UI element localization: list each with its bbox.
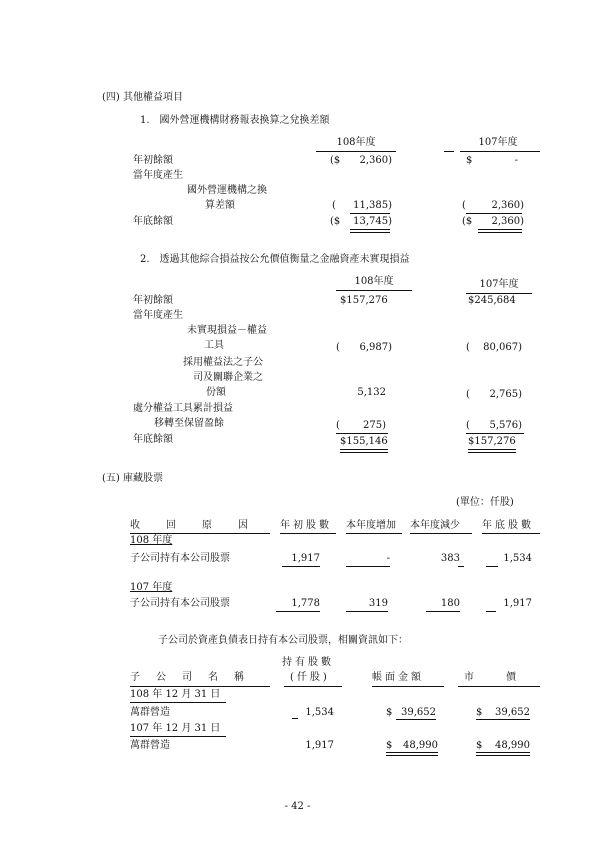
sub2-label-equity-b: 司及關聯企業之 xyxy=(193,372,263,383)
section4-heading: (四) 其他權益項目 xyxy=(102,92,183,103)
sub1-label-diff: 算差額 xyxy=(205,200,235,211)
sub2-end-107: $157,276 xyxy=(468,436,516,447)
holding-note: 子公司於資產負債表日持有本公司股票，相關資訊如下： xyxy=(158,635,408,646)
row107-label: 子公司持有本公司股票 xyxy=(130,598,230,609)
row107-beginning: 1,778 xyxy=(291,598,320,609)
sub2-col-107: 107年度 xyxy=(479,279,519,290)
t2-row107-market: 48,990 xyxy=(495,740,530,751)
sub1-beg-108: 2,360) xyxy=(359,155,392,166)
sub1-diff-108-rule xyxy=(350,213,390,214)
sub1-col-108-rule xyxy=(316,151,396,152)
sub2-label-unrealized: 未實現損益－權益 xyxy=(187,325,267,336)
sub2-tool-107-sym: ( xyxy=(466,342,470,353)
sub1-col-107: 107年度 xyxy=(478,137,518,148)
sub2-share-107: 2,765) xyxy=(489,389,522,400)
row108-ending: 1,534 xyxy=(503,553,532,564)
sub1-end-107-sym: ($ xyxy=(462,216,473,227)
sub1-end-108: 13,745) xyxy=(353,216,392,227)
sub2-tool-108-sym: ( xyxy=(336,342,340,353)
sub1-label-ending: 年底餘額 xyxy=(133,216,173,227)
t2-market-rule xyxy=(458,686,540,687)
sub1-diff-108: 11,385) xyxy=(353,200,392,211)
sub2-label-ending: 年底餘額 xyxy=(133,434,173,445)
t2-date-108: 108 年 12 月 31 日 xyxy=(130,689,221,700)
sub2-transfer-108-rule xyxy=(336,433,388,434)
sub2-share-107-sym: ( xyxy=(466,389,470,400)
sub1-beg-107-sym: $ xyxy=(466,155,473,166)
t2-date-107: 107 年 12 月 31 日 xyxy=(130,723,221,734)
row108-dec-rule xyxy=(458,566,464,567)
hdr-end-rule xyxy=(482,533,540,534)
year-108: 108 年度 xyxy=(130,535,173,546)
hdr-reason-rule xyxy=(130,533,270,534)
sub1-diff-107-sym: ( xyxy=(462,200,466,211)
hdr-beginning: 年初股數 xyxy=(280,520,332,531)
sub1-beg-107: - xyxy=(514,155,518,166)
t2-row107-book-rule xyxy=(386,752,438,756)
row108-inc-rule xyxy=(346,566,390,567)
row108-label: 子公司持有本公司股票 xyxy=(130,553,230,564)
hdr-ending: 年底股數 xyxy=(482,520,534,531)
sub2-end-108-rule xyxy=(340,449,388,453)
t2-row108-market: 39,652 xyxy=(495,707,530,718)
page-number: - 42 - xyxy=(284,801,311,812)
sub2-label-tool: 工具 xyxy=(204,340,224,351)
row108-decrease: 383 xyxy=(440,553,460,564)
sub1-diff-107-rule xyxy=(466,213,522,214)
sub1-end-108-rule xyxy=(350,229,390,233)
t2-row107-shares: 1,917 xyxy=(305,740,334,751)
t2-row108-book: 39,652 xyxy=(401,707,436,718)
sub1-title: 1. 國外營運機構財務報表換算之兌換差額 xyxy=(140,115,330,126)
row107-beg-rule xyxy=(276,611,320,612)
row108-beginning: 1,917 xyxy=(291,553,320,564)
sub2-label-share: 份額 xyxy=(206,387,226,398)
sub2-beg-108: $157,276 xyxy=(340,295,388,306)
hdr-dec-rule xyxy=(410,533,472,534)
sub2-col-107-rule xyxy=(466,293,532,294)
t2-row107-market-rule xyxy=(476,752,530,756)
sub2-transfer-107-rule xyxy=(466,433,524,434)
sub1-end-107: 2,360) xyxy=(491,216,524,227)
t2-row108-shares-dash xyxy=(292,718,298,719)
sub2-label-beginning: 年初餘額 xyxy=(133,295,173,306)
sub1-label-current: 當年度產生 xyxy=(133,170,183,181)
sub1-label-fx: 國外營運機構之換 xyxy=(187,185,267,196)
sub2-title: 2. 透過其他綜合損益按公允價值衡量之金融資產未實現損益 xyxy=(140,254,410,265)
t2-market: 市 價 xyxy=(464,672,520,683)
row108-end-rule xyxy=(486,566,498,567)
sub2-end-108: $155,146 xyxy=(340,436,388,447)
t2-company: 子 公 司 名 稱 xyxy=(130,672,247,683)
sub1-col-107-rule-b xyxy=(460,151,540,152)
sub2-beg-107: $245,684 xyxy=(468,295,516,306)
t2-head-top: 持有股數 xyxy=(282,657,334,668)
row107-ending: 1,917 xyxy=(503,598,532,609)
row108-increase: - xyxy=(386,553,390,564)
t2-row108-shares: 1,534 xyxy=(305,707,334,718)
sub2-label-transfer: 移轉至保留盈餘 xyxy=(154,418,224,429)
t2-row108-market-rule xyxy=(476,719,530,720)
t2-row107-book-sym: $ xyxy=(386,740,393,751)
hdr-inc-rule xyxy=(346,533,402,534)
sub2-transfer-108: 275) xyxy=(363,420,386,431)
sub2-share-108: 5,132 xyxy=(357,387,386,398)
sub1-diff-108-sym: ( xyxy=(332,200,336,211)
row107-decrease: 180 xyxy=(440,598,460,609)
sub1-beg-108-sym: ($ xyxy=(330,155,341,166)
sub2-col-108: 108年度 xyxy=(354,276,394,287)
sub2-transfer-107-sym: ( xyxy=(466,420,470,431)
t2-shares-rule xyxy=(284,686,342,687)
sub2-transfer-107: 5,576) xyxy=(489,420,522,431)
year-107: 107 年度 xyxy=(130,582,173,593)
hdr-beg-rule xyxy=(280,533,336,534)
row107-dec-rule xyxy=(426,611,460,612)
t2-row107-market-sym: $ xyxy=(476,740,483,751)
t2-shares: (仟股) xyxy=(290,672,330,683)
unit-note: (單位：仟股) xyxy=(456,497,514,508)
hdr-reason: 收 回 原 因 xyxy=(130,520,256,531)
sub2-tool-107: 80,067) xyxy=(483,342,522,353)
t2-row108-market-sym: $ xyxy=(476,707,483,718)
sub2-transfer-108-sym: ( xyxy=(336,420,340,431)
t2-book-rule xyxy=(372,686,444,687)
row107-end-rule xyxy=(486,611,496,612)
sub2-tool-108: 6,987) xyxy=(359,342,392,353)
t2-book: 帳面金額 xyxy=(372,672,424,683)
t2-row107-label: 萬群營造 xyxy=(130,740,170,751)
sub1-col-108: 108年度 xyxy=(336,137,376,148)
row107-inc-rule xyxy=(346,611,388,612)
t2-row108-book-sym: $ xyxy=(386,707,393,718)
hdr-decrease: 本年度減少 xyxy=(410,520,460,531)
t2-row107-book: 48,990 xyxy=(403,740,438,751)
row107-increase: 319 xyxy=(368,598,388,609)
sub2-end-107-rule xyxy=(468,449,516,453)
t2-date-108-rule xyxy=(130,702,226,703)
sub2-col-108-rule xyxy=(336,290,412,291)
t2-row108-label: 萬群營造 xyxy=(130,707,170,718)
sub1-label-beginning: 年初餘額 xyxy=(133,155,173,166)
sub2-label-disposal: 處分權益工具累計損益 xyxy=(133,403,233,414)
section5-heading: (五) 庫藏股票 xyxy=(102,473,163,484)
t2-company-rule xyxy=(130,686,270,687)
sub2-label-equity-a: 採用權益法之子公 xyxy=(183,357,263,368)
t2-date-107-rule xyxy=(130,736,226,737)
t2-row108-book-rule xyxy=(396,719,436,720)
sub2-label-current: 當年度產生 xyxy=(133,310,183,321)
sub1-end-108-sym: ($ xyxy=(330,216,341,227)
sub1-col-107-rule-a xyxy=(444,151,454,152)
sub1-diff-107: 2,360) xyxy=(491,200,524,211)
hdr-increase: 本年度增加 xyxy=(346,520,396,531)
sub1-end-107-rule xyxy=(478,229,522,233)
row108-beg-rule xyxy=(282,566,320,567)
